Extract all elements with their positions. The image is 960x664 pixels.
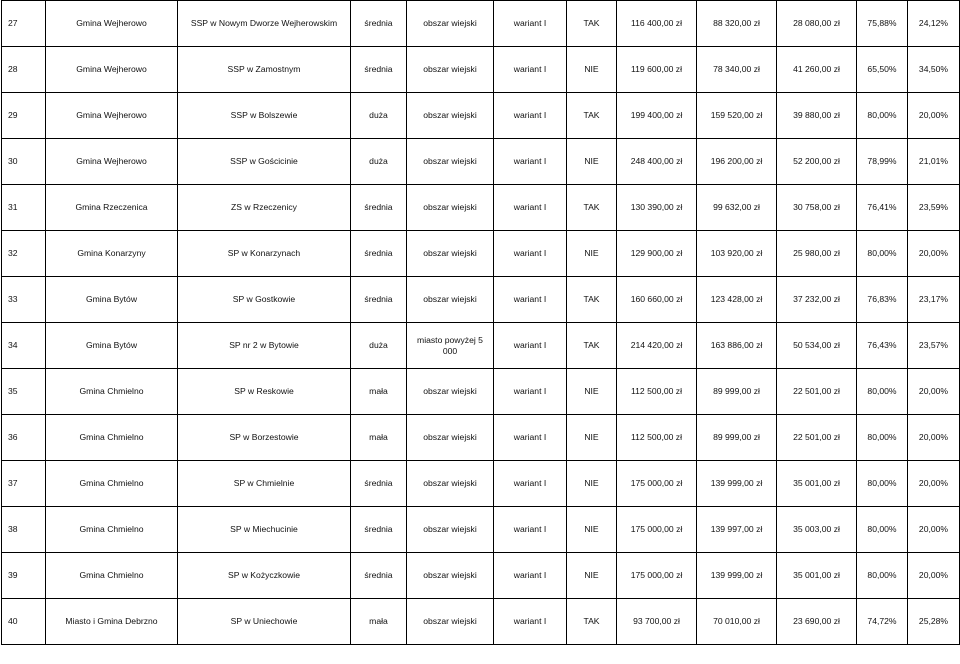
- size-cell: średnia: [351, 507, 407, 553]
- variant-cell: wariant I: [494, 369, 567, 415]
- school-cell: SP w Miechucinie: [178, 507, 351, 553]
- table-body: [2, 1, 960, 645]
- municipality-cell: Gmina Wejherowo: [46, 1, 178, 47]
- table-row: [2, 185, 960, 231]
- school-cell: SSP w Gościcinie: [178, 139, 351, 185]
- table-row: [2, 507, 960, 553]
- subsidy-percent-cell: 80,00%: [857, 93, 908, 139]
- size-cell: średnia: [351, 231, 407, 277]
- municipality-cell: Gmina Chmielno: [46, 553, 178, 599]
- table-row: [2, 323, 960, 369]
- subsidy-percent-cell: 76,41%: [857, 185, 908, 231]
- variant-cell: wariant I: [494, 415, 567, 461]
- subsidy-amount-cell: 159 520,00 zł: [697, 93, 777, 139]
- subsidy-percent-cell: 80,00%: [857, 369, 908, 415]
- subsidy-amount-cell: 139 999,00 zł: [697, 461, 777, 507]
- row-number-cell: 31: [2, 185, 46, 231]
- own-percent-cell: 20,00%: [908, 369, 960, 415]
- total-amount-cell: 175 000,00 zł: [617, 507, 697, 553]
- flag-cell: TAK: [567, 1, 617, 47]
- total-amount-cell: 160 660,00 zł: [617, 277, 697, 323]
- subsidy-amount-cell: 163 886,00 zł: [697, 323, 777, 369]
- municipality-cell: Gmina Konarzyny: [46, 231, 178, 277]
- table-row: [2, 415, 960, 461]
- variant-cell: wariant I: [494, 47, 567, 93]
- subsidy-percent-cell: 74,72%: [857, 599, 908, 645]
- variant-cell: wariant I: [494, 553, 567, 599]
- own-percent-cell: 20,00%: [908, 553, 960, 599]
- variant-cell: wariant I: [494, 461, 567, 507]
- subsidy-amount-cell: 88 320,00 zł: [697, 1, 777, 47]
- schools-table: [1, 0, 960, 645]
- subsidy-percent-cell: 80,00%: [857, 415, 908, 461]
- own-contribution-cell: 22 501,00 zł: [777, 369, 857, 415]
- variant-cell: wariant I: [494, 185, 567, 231]
- size-cell: średnia: [351, 277, 407, 323]
- table-row: [2, 277, 960, 323]
- area-type-cell: miasto powyżej 5 000: [407, 323, 494, 369]
- flag-cell: NIE: [567, 507, 617, 553]
- row-number-cell: 32: [2, 231, 46, 277]
- size-cell: duża: [351, 139, 407, 185]
- total-amount-cell: 112 500,00 zł: [617, 415, 697, 461]
- total-amount-cell: 116 400,00 zł: [617, 1, 697, 47]
- own-contribution-cell: 52 200,00 zł: [777, 139, 857, 185]
- flag-cell: NIE: [567, 369, 617, 415]
- variant-cell: wariant I: [494, 1, 567, 47]
- own-percent-cell: 20,00%: [908, 461, 960, 507]
- municipality-cell: Gmina Chmielno: [46, 507, 178, 553]
- variant-cell: wariant I: [494, 599, 567, 645]
- area-type-cell: obszar wiejski: [407, 461, 494, 507]
- row-number-cell: 27: [2, 1, 46, 47]
- subsidy-amount-cell: 78 340,00 zł: [697, 47, 777, 93]
- row-number-cell: 33: [2, 277, 46, 323]
- subsidy-amount-cell: 123 428,00 zł: [697, 277, 777, 323]
- school-cell: SP w Borzestowie: [178, 415, 351, 461]
- variant-cell: wariant I: [494, 277, 567, 323]
- table-row: [2, 461, 960, 507]
- table-row: [2, 47, 960, 93]
- own-percent-cell: 23,17%: [908, 277, 960, 323]
- row-number-cell: 34: [2, 323, 46, 369]
- municipality-cell: Gmina Chmielno: [46, 369, 178, 415]
- subsidy-amount-cell: 89 999,00 zł: [697, 369, 777, 415]
- table-row: [2, 1, 960, 47]
- municipality-cell: Gmina Chmielno: [46, 415, 178, 461]
- subsidy-percent-cell: 80,00%: [857, 553, 908, 599]
- subsidy-amount-cell: 139 999,00 zł: [697, 553, 777, 599]
- own-contribution-cell: 30 758,00 zł: [777, 185, 857, 231]
- subsidy-percent-cell: 65,50%: [857, 47, 908, 93]
- own-contribution-cell: 25 980,00 zł: [777, 231, 857, 277]
- flag-cell: NIE: [567, 139, 617, 185]
- area-type-cell: obszar wiejski: [407, 369, 494, 415]
- subsidy-percent-cell: 78,99%: [857, 139, 908, 185]
- own-percent-cell: 21,01%: [908, 139, 960, 185]
- subsidy-amount-cell: 103 920,00 zł: [697, 231, 777, 277]
- size-cell: średnia: [351, 47, 407, 93]
- subsidy-percent-cell: 80,00%: [857, 461, 908, 507]
- area-type-cell: obszar wiejski: [407, 415, 494, 461]
- school-cell: SP w Uniechowie: [178, 599, 351, 645]
- school-cell: SP nr 2 w Bytowie: [178, 323, 351, 369]
- row-number-cell: 29: [2, 93, 46, 139]
- flag-cell: NIE: [567, 553, 617, 599]
- size-cell: średnia: [351, 553, 407, 599]
- subsidy-amount-cell: 70 010,00 zł: [697, 599, 777, 645]
- own-percent-cell: 20,00%: [908, 93, 960, 139]
- size-cell: średnia: [351, 1, 407, 47]
- school-cell: SSP w Bolszewie: [178, 93, 351, 139]
- size-cell: duża: [351, 323, 407, 369]
- own-percent-cell: 20,00%: [908, 231, 960, 277]
- row-number-cell: 35: [2, 369, 46, 415]
- row-number-cell: 36: [2, 415, 46, 461]
- subsidy-percent-cell: 80,00%: [857, 507, 908, 553]
- table-row: [2, 599, 960, 645]
- subsidy-percent-cell: 75,88%: [857, 1, 908, 47]
- municipality-cell: Gmina Bytów: [46, 323, 178, 369]
- school-cell: SSP w Zamostnym: [178, 47, 351, 93]
- school-cell: ZS w Rzeczenicy: [178, 185, 351, 231]
- flag-cell: NIE: [567, 47, 617, 93]
- school-cell: SP w Chmielnie: [178, 461, 351, 507]
- total-amount-cell: 129 900,00 zł: [617, 231, 697, 277]
- school-cell: SP w Gostkowie: [178, 277, 351, 323]
- table-row: [2, 93, 960, 139]
- table-row: [2, 369, 960, 415]
- table-row: [2, 553, 960, 599]
- own-contribution-cell: 35 001,00 zł: [777, 461, 857, 507]
- own-contribution-cell: 41 260,00 zł: [777, 47, 857, 93]
- school-cell: SSP w Nowym Dworze Wejherowskim: [178, 1, 351, 47]
- municipality-cell: Gmina Wejherowo: [46, 47, 178, 93]
- size-cell: mała: [351, 599, 407, 645]
- total-amount-cell: 130 390,00 zł: [617, 185, 697, 231]
- own-percent-cell: 20,00%: [908, 507, 960, 553]
- row-number-cell: 28: [2, 47, 46, 93]
- flag-cell: TAK: [567, 323, 617, 369]
- own-percent-cell: 23,57%: [908, 323, 960, 369]
- area-type-cell: obszar wiejski: [407, 553, 494, 599]
- total-amount-cell: 119 600,00 zł: [617, 47, 697, 93]
- school-cell: SP w Kożyczkowie: [178, 553, 351, 599]
- flag-cell: TAK: [567, 599, 617, 645]
- own-contribution-cell: 37 232,00 zł: [777, 277, 857, 323]
- subsidy-percent-cell: 76,43%: [857, 323, 908, 369]
- own-percent-cell: 20,00%: [908, 415, 960, 461]
- size-cell: średnia: [351, 185, 407, 231]
- row-number-cell: 37: [2, 461, 46, 507]
- size-cell: duża: [351, 93, 407, 139]
- own-contribution-cell: 39 880,00 zł: [777, 93, 857, 139]
- total-amount-cell: 93 700,00 zł: [617, 599, 697, 645]
- variant-cell: wariant I: [494, 231, 567, 277]
- area-type-cell: obszar wiejski: [407, 277, 494, 323]
- total-amount-cell: 248 400,00 zł: [617, 139, 697, 185]
- own-percent-cell: 34,50%: [908, 47, 960, 93]
- municipality-cell: Miasto i Gmina Debrzno: [46, 599, 178, 645]
- row-number-cell: 38: [2, 507, 46, 553]
- flag-cell: TAK: [567, 277, 617, 323]
- total-amount-cell: 199 400,00 zł: [617, 93, 697, 139]
- size-cell: średnia: [351, 461, 407, 507]
- flag-cell: NIE: [567, 231, 617, 277]
- own-contribution-cell: 35 001,00 zł: [777, 553, 857, 599]
- flag-cell: NIE: [567, 461, 617, 507]
- own-percent-cell: 23,59%: [908, 185, 960, 231]
- subsidy-amount-cell: 99 632,00 zł: [697, 185, 777, 231]
- municipality-cell: Gmina Bytów: [46, 277, 178, 323]
- own-contribution-cell: 35 003,00 zł: [777, 507, 857, 553]
- area-type-cell: obszar wiejski: [407, 507, 494, 553]
- variant-cell: wariant I: [494, 323, 567, 369]
- school-cell: SP w Reskowie: [178, 369, 351, 415]
- municipality-cell: Gmina Wejherowo: [46, 93, 178, 139]
- area-type-cell: obszar wiejski: [407, 185, 494, 231]
- own-percent-cell: 24,12%: [908, 1, 960, 47]
- municipality-cell: Gmina Rzeczenica: [46, 185, 178, 231]
- flag-cell: TAK: [567, 93, 617, 139]
- subsidy-amount-cell: 139 997,00 zł: [697, 507, 777, 553]
- own-percent-cell: 25,28%: [908, 599, 960, 645]
- subsidy-amount-cell: 89 999,00 zł: [697, 415, 777, 461]
- area-type-cell: obszar wiejski: [407, 47, 494, 93]
- total-amount-cell: 112 500,00 zł: [617, 369, 697, 415]
- subsidy-amount-cell: 196 200,00 zł: [697, 139, 777, 185]
- total-amount-cell: 175 000,00 zł: [617, 553, 697, 599]
- size-cell: mała: [351, 415, 407, 461]
- municipality-cell: Gmina Chmielno: [46, 461, 178, 507]
- subsidy-percent-cell: 80,00%: [857, 231, 908, 277]
- own-contribution-cell: 28 080,00 zł: [777, 1, 857, 47]
- flag-cell: TAK: [567, 185, 617, 231]
- school-cell: SP w Konarzynach: [178, 231, 351, 277]
- area-type-cell: obszar wiejski: [407, 599, 494, 645]
- row-number-cell: 39: [2, 553, 46, 599]
- municipality-cell: Gmina Wejherowo: [46, 139, 178, 185]
- flag-cell: NIE: [567, 415, 617, 461]
- area-type-cell: obszar wiejski: [407, 231, 494, 277]
- variant-cell: wariant I: [494, 507, 567, 553]
- own-contribution-cell: 23 690,00 zł: [777, 599, 857, 645]
- total-amount-cell: 214 420,00 zł: [617, 323, 697, 369]
- area-type-cell: obszar wiejski: [407, 1, 494, 47]
- subsidy-percent-cell: 76,83%: [857, 277, 908, 323]
- area-type-cell: obszar wiejski: [407, 139, 494, 185]
- table-row: [2, 139, 960, 185]
- own-contribution-cell: 22 501,00 zł: [777, 415, 857, 461]
- area-type-cell: obszar wiejski: [407, 93, 494, 139]
- total-amount-cell: 175 000,00 zł: [617, 461, 697, 507]
- size-cell: mała: [351, 369, 407, 415]
- table-row: [2, 231, 960, 277]
- row-number-cell: 40: [2, 599, 46, 645]
- variant-cell: wariant I: [494, 139, 567, 185]
- row-number-cell: 30: [2, 139, 46, 185]
- own-contribution-cell: 50 534,00 zł: [777, 323, 857, 369]
- variant-cell: wariant I: [494, 93, 567, 139]
